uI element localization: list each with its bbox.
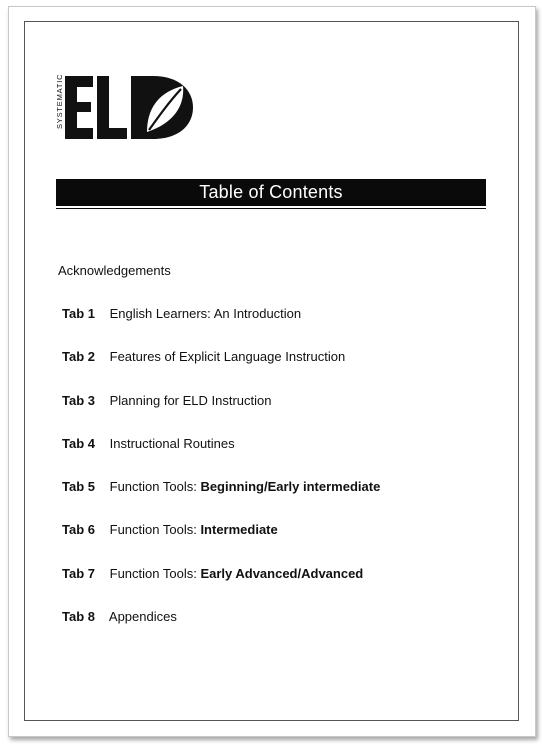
tab-label: Tab 7: [62, 565, 95, 581]
toc-item: [62, 566, 380, 609]
toc-item-bold-text: Intermediate: [200, 522, 278, 538]
toc-item: [62, 479, 380, 522]
toc-list: [62, 306, 380, 652]
eld-logo-mark: [55, 72, 195, 142]
toc-item-text: English Learners: An Introduction: [109, 306, 302, 321]
toc-item-text: Appendices: [108, 609, 177, 625]
toc-item-text: Planning for ELD Instruction: [109, 392, 272, 408]
toc-item-text: Instructional Routines: [109, 435, 235, 451]
toc-item-bold-text: Beginning/Early intermediate: [200, 479, 381, 495]
toc-item: [62, 306, 380, 349]
tab-label: Tab 1: [62, 306, 95, 321]
toc-item: [62, 522, 380, 565]
tab-label: Tab 6: [62, 522, 95, 538]
acknowledgements-entry: Acknowledgements: [58, 263, 171, 278]
tab-label: Tab 2: [62, 349, 95, 365]
title-underline: [56, 208, 486, 209]
systematic-eld-logo: [55, 72, 195, 142]
toc-item-text: Features of Explicit Language Instruction: [109, 349, 346, 365]
tab-label: Tab 5: [62, 479, 95, 495]
toc-item-text: Function Tools:: [109, 479, 201, 495]
tab-label: Tab 8: [62, 609, 95, 625]
logo-side-text: SYSTEMATIC: [55, 73, 64, 129]
toc-item: [62, 349, 380, 392]
document-page: [8, 6, 536, 737]
toc-item: [62, 609, 380, 652]
toc-item: [62, 393, 380, 436]
toc-item-bold-text: Early Advanced/Advanced: [200, 565, 364, 581]
toc-item: [62, 436, 380, 479]
table-of-contents-title: Table of Contents: [56, 179, 486, 206]
toc-item-text: Function Tools:: [109, 522, 201, 538]
toc-item-text: Function Tools:: [109, 565, 201, 581]
tab-label: Tab 3: [62, 392, 95, 408]
tab-label: Tab 4: [62, 435, 95, 451]
